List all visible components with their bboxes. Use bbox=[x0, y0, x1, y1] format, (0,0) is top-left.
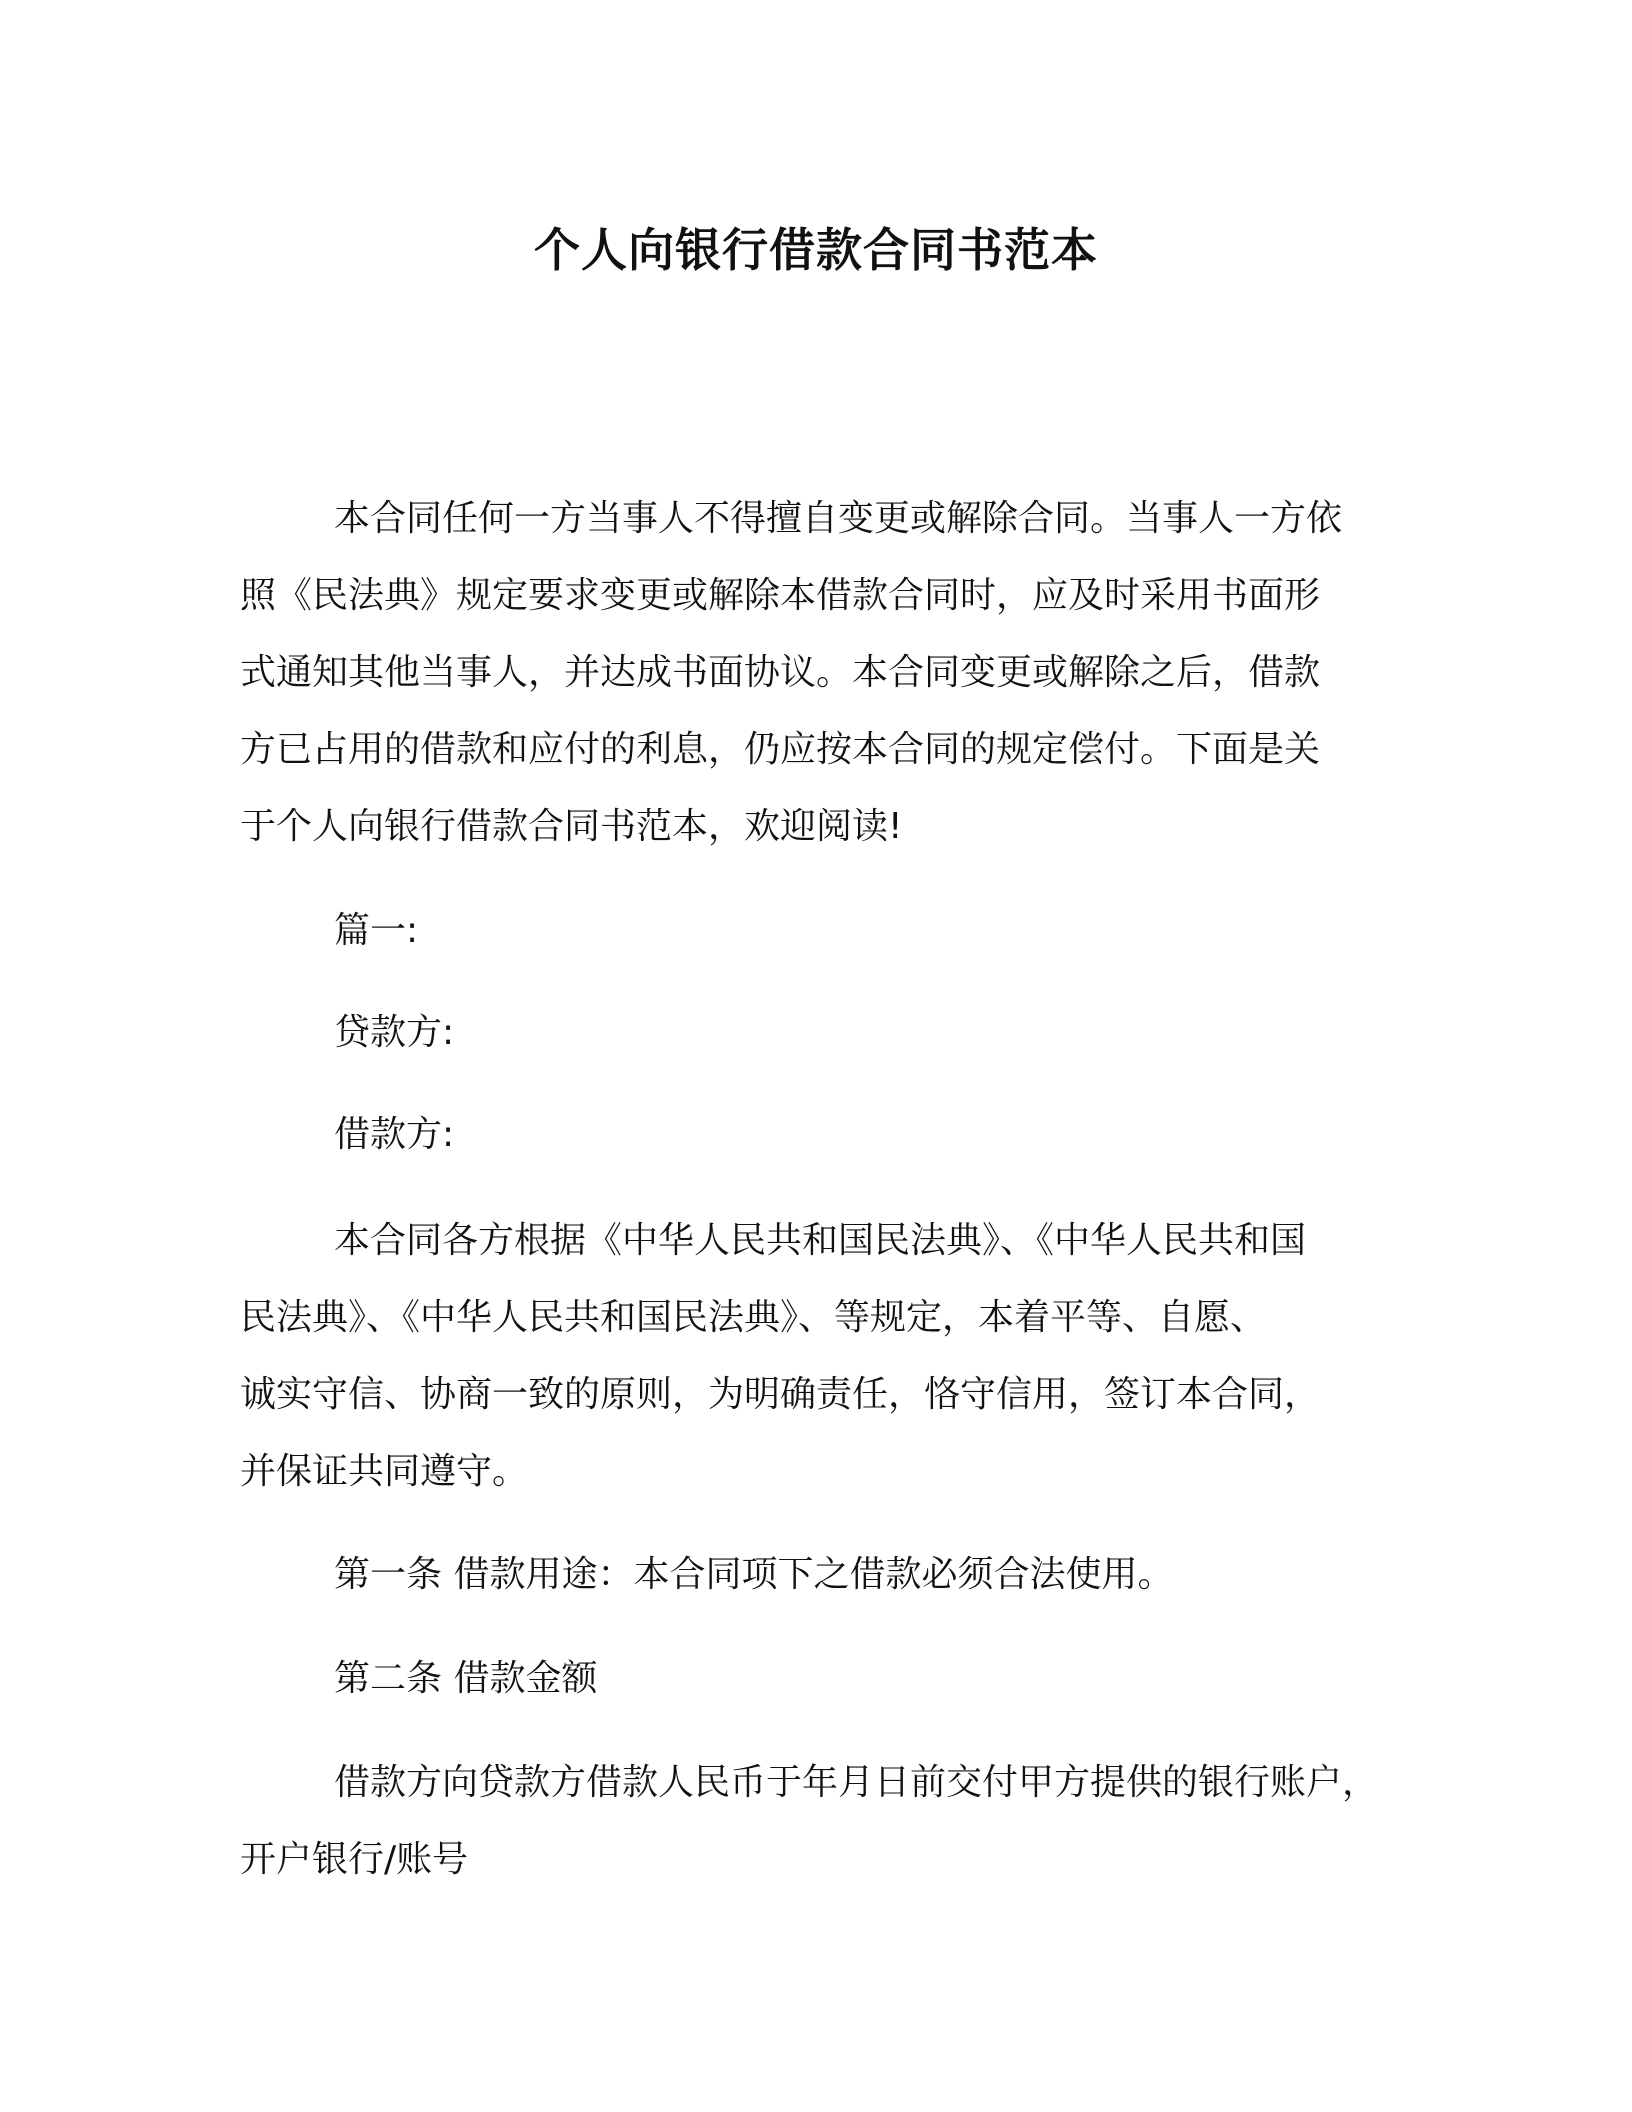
borrower-block bbox=[240, 1096, 1420, 1173]
basis-line: 诚实守信、协商一致的原则，为明确责任，恪守信用，签订本合同， bbox=[240, 1374, 1321, 1415]
article-1-block bbox=[240, 1536, 1420, 1613]
article-2-paragraph bbox=[240, 1744, 1420, 1898]
intro-line: 照《民法典》规定要求变更或解除本借款合同时，应及时采用书面形 bbox=[240, 575, 1321, 616]
borrower-label: 借款方: bbox=[334, 1114, 455, 1155]
article-2-heading: 第二条 借款金额 bbox=[334, 1658, 598, 1699]
lender-label: 贷款方: bbox=[334, 1012, 455, 1053]
article-1: 第一条 借款用途：本合同项下之借款必须合法使用。 bbox=[334, 1554, 1174, 1595]
basis-line: 并保证共同遵守。 bbox=[240, 1451, 529, 1492]
basis-paragraph bbox=[240, 1202, 1420, 1510]
section-heading: 篇一: bbox=[334, 910, 419, 951]
article-2-line: 开户银行/账号 bbox=[240, 1839, 469, 1880]
document-title: 个人向银行借款合同书范本 bbox=[534, 223, 1098, 277]
basis-line: 民法典》、《中华人民共和国民法典》、等规定，本着平等、自愿、 bbox=[240, 1297, 1267, 1338]
intro-paragraph bbox=[240, 480, 1420, 865]
lender-block bbox=[240, 994, 1420, 1071]
intro-line: 式通知其他当事人，并达成书面协议。本合同变更或解除之后，借款 bbox=[240, 652, 1321, 693]
article-2-heading-block bbox=[240, 1640, 1420, 1717]
article-2-line: 借款方向贷款方借款人民币于年月日前交付甲方提供的银行账户， bbox=[334, 1762, 1379, 1803]
section-heading-block bbox=[240, 892, 1420, 969]
intro-line: 方已占用的借款和应付的利息，仍应按本合同的规定偿付。下面是关 bbox=[240, 729, 1321, 770]
intro-line: 本合同任何一方当事人不得擅自变更或解除合同。当事人一方依 bbox=[334, 498, 1343, 539]
basis-line: 本合同各方根据《中华人民共和国民法典》、《中华人民共和国 bbox=[334, 1220, 1307, 1261]
intro-line: 于个人向银行借款合同书范本，欢迎阅读! bbox=[240, 806, 903, 847]
